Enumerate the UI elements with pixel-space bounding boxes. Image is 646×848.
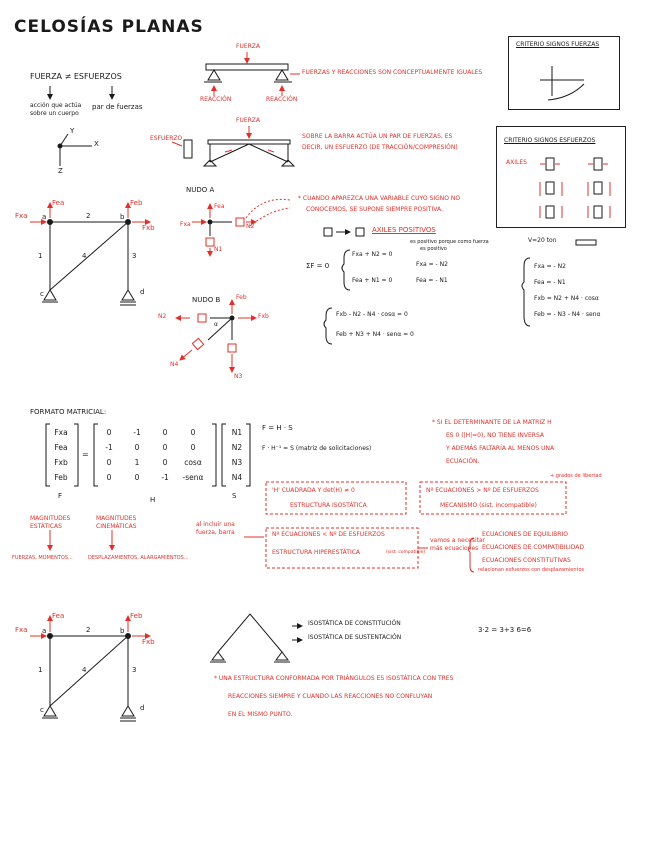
note: REACCIONES SIEMPRE Y CUANDO LAS REACCIONES NO CONFLUYAN xyxy=(228,693,433,700)
note: + grados de libertad xyxy=(550,473,602,479)
matrix-cell: Feb xyxy=(54,473,68,482)
equation: Fxa + N2 = 0 xyxy=(352,251,393,258)
matrix-cell: Fea xyxy=(54,443,68,452)
label: CINEMÁTICAS xyxy=(96,523,137,530)
label: Fxb xyxy=(142,638,155,646)
note: V=20 ton xyxy=(528,237,557,244)
truss-diagram-top xyxy=(42,220,136,306)
matrix-cell: 0 xyxy=(106,458,112,467)
note: ECUACIÓN. xyxy=(446,458,480,465)
label: Fea xyxy=(52,199,65,207)
note: vamos a necesitar xyxy=(430,537,486,544)
matrix-cell: N4 xyxy=(231,473,243,482)
list-item: ECUACIONES CONSTITUTIVAS xyxy=(482,557,571,564)
equation: Fxb = N2 + N4 · cosα xyxy=(534,295,599,302)
equation: ΣF = 0 xyxy=(306,262,330,270)
label: Fxa xyxy=(180,221,191,228)
label: ESFUERZO xyxy=(150,135,183,142)
fuerza-esfuerzos-heading: FUERZA ≠ ESFUERZOS xyxy=(30,72,122,81)
note: FUERZAS Y REACCIONES SON CONCEPTUALMENTE IGUALES xyxy=(302,69,483,76)
label: FUERZA xyxy=(236,43,261,50)
note: sobre un cuerpo xyxy=(30,110,79,117)
label: MAGNITUDES xyxy=(30,515,71,522)
matrix-brackets xyxy=(46,424,250,486)
label: NUDO B xyxy=(192,296,221,304)
matrix-cell: N3 xyxy=(231,458,243,467)
matrix-cell: -1 xyxy=(133,428,141,437)
label: d xyxy=(140,704,145,712)
label: Feb xyxy=(130,199,143,207)
label: 4 xyxy=(82,666,87,674)
note: ES 0 (|H|=0), NO TIENE INVERSA xyxy=(446,432,545,439)
axis-label-y: Y xyxy=(70,127,75,135)
label: REACCIÓN xyxy=(200,96,232,103)
label: Feb xyxy=(236,294,247,301)
label: Feb xyxy=(130,612,143,620)
note: DECIR, UN ESFUERZO (DE TRACCIÓN/COMPRESIÓN) xyxy=(302,144,458,151)
note: * SI EL DETERMINANTE DE LA MATRIZ H xyxy=(432,419,552,426)
label: Fxa xyxy=(15,626,28,634)
equation: 3·2 = 3+3 6=6 xyxy=(478,626,532,634)
list-item: ECUACIONES DE EQUILIBRIO xyxy=(482,531,568,538)
equation: F = H · S xyxy=(262,424,293,432)
label: MAGNITUDES xyxy=(96,515,137,522)
matrix-cell: 0 xyxy=(134,443,140,452)
label: Fxa xyxy=(15,212,28,220)
matrix-cell: N1 xyxy=(231,428,243,437)
label: Fea xyxy=(214,203,225,210)
label: b xyxy=(120,213,125,221)
matrix-cell: -1 xyxy=(161,473,169,482)
axis-label-z: Z xyxy=(58,167,63,175)
note: EN EL MISMO PUNTO. xyxy=(228,711,293,718)
label: 2 xyxy=(86,212,91,220)
note: par de fuerzas xyxy=(92,103,143,111)
page-title: CELOSÍAS PLANAS xyxy=(14,17,204,37)
note: es positivo porque como fuerza xyxy=(410,239,489,245)
list-item: ECUACIONES DE COMPATIBILIDAD xyxy=(482,544,584,551)
axes-diagram xyxy=(58,134,92,166)
label: CRITERIO SIGNOS ESFUERZOS xyxy=(504,137,596,144)
label: 'H' CUADRADA Y det(H) ≠ 0 xyxy=(272,487,355,494)
label: AXILES POSITIVOS xyxy=(372,226,436,234)
equation: Fxa = - N2 xyxy=(416,261,448,268)
matrix-cell: 0 xyxy=(106,473,112,482)
note: (sist. compatible) xyxy=(386,550,426,555)
equation: Fxb - N2 - N4 · cosα = 0 xyxy=(336,311,408,318)
equation: Feb = - N3 - N4 · senα xyxy=(534,311,601,318)
equation: Feb + N3 + N4 · senα = 0 xyxy=(336,331,414,338)
matrix-cell: N2 xyxy=(231,443,243,452)
matrix-cell: Fxa xyxy=(54,428,68,437)
label: N1 xyxy=(214,246,223,253)
matrix-cell: -senα xyxy=(182,473,204,482)
note: SOBRE LA BARRA ACTÚA UN PAR DE FUERZAS, ES xyxy=(302,133,453,140)
label: FUERZA xyxy=(236,117,261,124)
equals-sign: = xyxy=(82,450,89,459)
note: al incluir una xyxy=(196,521,235,528)
label: 3 xyxy=(132,666,137,674)
equation: Fea = - N1 xyxy=(416,277,448,284)
label: a xyxy=(42,627,47,635)
label: S xyxy=(232,492,237,500)
note: * UNA ESTRUCTURA CONFORMADA POR TRIÁNGULOS ES ISOSTÁTICA CON TRES xyxy=(214,675,454,682)
label: CRITERIO SIGNOS FUERZAS xyxy=(516,41,600,48)
label: AXILES xyxy=(506,159,527,166)
label: 4 xyxy=(82,252,87,260)
note: más ecuaciones xyxy=(430,545,479,552)
label: Fxb xyxy=(258,313,269,320)
matrix-cell: -1 xyxy=(105,443,113,452)
matrix-heading: FORMATO MATRICIAL: xyxy=(30,408,107,416)
label: ESTÁTICAS xyxy=(30,523,62,530)
nudo-b-diagram xyxy=(192,314,236,352)
label: N2 xyxy=(158,313,167,320)
label: H xyxy=(150,496,156,504)
note: CONOCEMOS, SE SUPONE SIEMPRE POSITIVA. xyxy=(306,206,443,213)
esfuerzo-diagram xyxy=(184,140,294,166)
label: F xyxy=(58,492,63,500)
label: α xyxy=(214,321,218,328)
matrix-cell: 0 xyxy=(162,428,168,437)
label: 1 xyxy=(38,252,43,260)
matrix-cell: Fxb xyxy=(54,458,68,467)
note: Y ADEMÁS FALTARÍA AL MENOS UNA xyxy=(446,445,555,452)
label: c xyxy=(40,290,44,298)
label: N3 xyxy=(234,373,243,380)
label: d xyxy=(140,288,145,296)
label: MECANISMO (sist. incompatible) xyxy=(440,502,537,509)
equation: Fea = - N1 xyxy=(534,279,566,286)
matrix-cell: 1 xyxy=(134,458,140,467)
equation: F · H⁻¹ = S (matriz de solicitaciones) xyxy=(262,445,372,452)
truss-diagram-bottom xyxy=(42,634,136,722)
label: Fea xyxy=(52,612,65,620)
nudo-a-diagram xyxy=(206,218,244,246)
label: REACCIÓN xyxy=(266,96,298,103)
matrix-cell: 0 xyxy=(162,458,168,467)
label: NUDO A xyxy=(186,186,215,194)
matrix-cell: 0 xyxy=(190,443,196,452)
label: Nº ECUACIONES < Nº DE ESFUERZOS xyxy=(272,531,385,538)
label: Fxb xyxy=(142,224,155,232)
label: ESTRUCTURA ISOSTÁTICA xyxy=(290,502,367,509)
note: FUERZAS, MOMENTOS... xyxy=(12,555,73,561)
matrix-cell: cosα xyxy=(184,458,202,467)
isostatic-triangle xyxy=(210,614,290,662)
note: relacionan esfuerzos con desplazamientos xyxy=(478,567,585,573)
matrix-cell: 0 xyxy=(106,428,112,437)
label: ESTRUCTURA HIPERESTÁTICA xyxy=(272,549,361,556)
axis-label-x: X xyxy=(94,140,99,148)
label: a xyxy=(42,213,47,221)
beam-diagram xyxy=(204,64,292,82)
matrix-cell: 0 xyxy=(190,428,196,437)
label: ISOSTÁTICA DE CONSTITUCIÓN xyxy=(308,620,401,627)
equation: Fxa = - N2 xyxy=(534,263,566,270)
equation: Fea + N1 = 0 xyxy=(352,277,393,284)
label: 1 xyxy=(38,666,43,674)
label: c xyxy=(40,706,44,714)
note: fuerza, barra xyxy=(196,529,235,536)
note: * CUANDO APAREZCA UNA VARIABLE CUYO SIGNO NO xyxy=(298,195,461,202)
label: Nº ECUACIONES > Nº DE ESFUERZOS xyxy=(426,487,539,494)
label: N2 xyxy=(246,223,255,230)
note: acción que actúa xyxy=(30,102,82,109)
label: N4 xyxy=(170,361,179,368)
matrix-cell: 0 xyxy=(134,473,140,482)
label: b xyxy=(120,627,125,635)
label: 3 xyxy=(132,252,137,260)
label: ISOSTÁTICA DE SUSTENTACIÓN xyxy=(308,634,402,641)
label: 2 xyxy=(86,626,91,634)
note: es positivo xyxy=(420,246,447,252)
matrix-cell: 0 xyxy=(162,443,168,452)
note: DESPLAZAMIENTOS, ALARGAMIENTOS... xyxy=(88,555,189,561)
